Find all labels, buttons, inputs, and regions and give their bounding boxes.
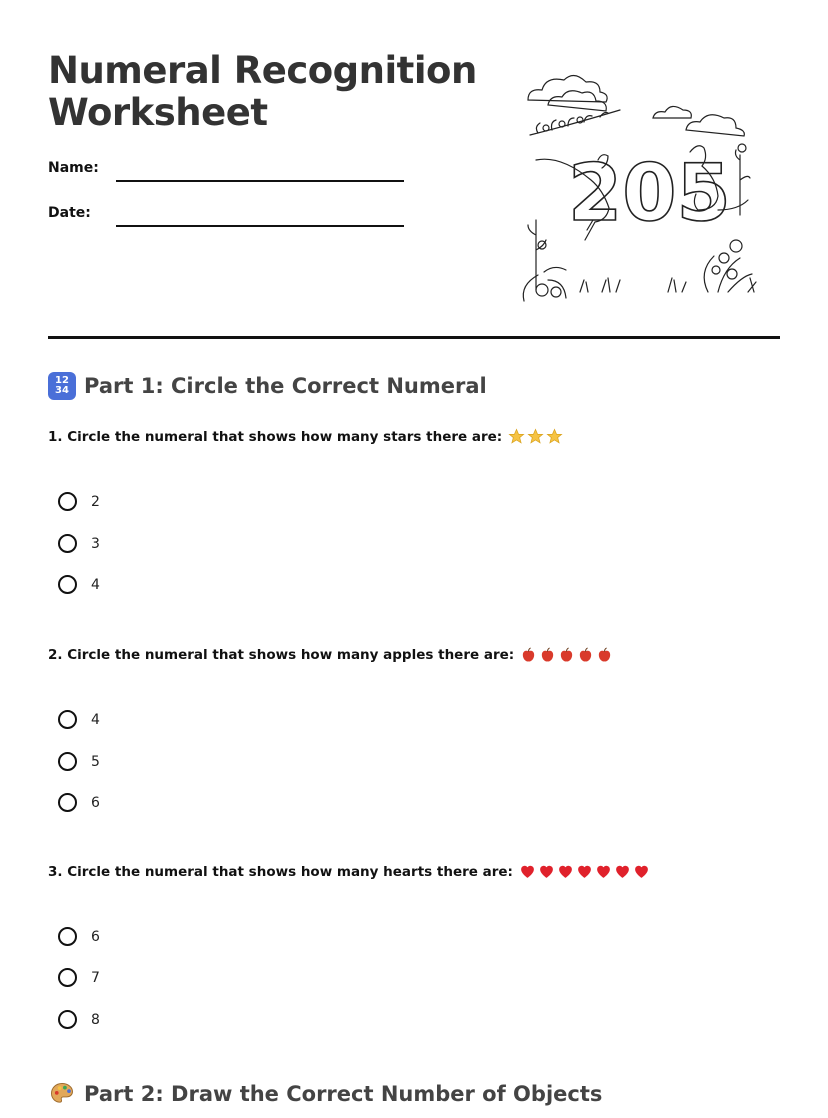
part1-heading	[48, 372, 487, 400]
heart-icon	[538, 863, 555, 880]
question-2	[48, 646, 613, 664]
radio-circle[interactable]	[58, 927, 77, 946]
illustration-number: 205	[568, 149, 731, 239]
star-icon	[527, 428, 544, 445]
cloud-icon	[686, 115, 744, 136]
option-3b[interactable]	[58, 968, 100, 987]
apple-icon	[596, 646, 613, 664]
numbers-keycap-icon: 12 34	[48, 372, 76, 400]
radio-circle[interactable]	[58, 534, 77, 553]
option-3a[interactable]	[58, 927, 100, 946]
option-3c[interactable]	[58, 1010, 100, 1029]
option-label: 3	[91, 535, 100, 552]
option-label: 5	[91, 753, 100, 770]
option-1b[interactable]	[58, 534, 100, 553]
heart-icons	[519, 863, 650, 880]
heart-icon	[614, 863, 631, 880]
option-1a[interactable]	[58, 492, 100, 511]
question-1	[48, 428, 563, 445]
heart-icon	[633, 863, 650, 880]
part1-title: Part 1: Circle the Correct Numeral	[84, 374, 487, 398]
apple-icons	[520, 646, 613, 664]
option-2b[interactable]	[58, 752, 100, 771]
radio-circle[interactable]	[58, 752, 77, 771]
question-1-text: 1. Circle the numeral that shows how many stars there are:	[48, 428, 503, 445]
palette-icon	[48, 1080, 76, 1108]
heart-icon	[595, 863, 612, 880]
radio-circle[interactable]	[58, 968, 77, 987]
question-3-text: 3. Circle the numeral that shows how many hearts there are:	[48, 863, 513, 880]
star-icons	[508, 428, 563, 445]
date-label: Date:	[48, 205, 91, 221]
option-label: 8	[91, 1011, 100, 1028]
option-label: 4	[91, 576, 100, 593]
heart-icon	[576, 863, 593, 880]
part2-title: Part 2: Draw the Correct Number of Objects	[84, 1082, 603, 1106]
question-2-text: 2. Circle the numeral that shows how many apples there are:	[48, 647, 515, 663]
star-icon	[546, 428, 563, 445]
radio-circle[interactable]	[58, 793, 77, 812]
apple-icon	[539, 646, 556, 664]
radio-circle[interactable]	[58, 1010, 77, 1029]
radio-circle[interactable]	[58, 710, 77, 729]
apple-icon	[577, 646, 594, 664]
radio-circle[interactable]	[58, 575, 77, 594]
heart-icon	[557, 863, 574, 880]
coloring-illustration	[518, 60, 768, 305]
option-label: 6	[91, 928, 100, 945]
cloud-icon	[653, 106, 691, 118]
apple-icon	[520, 646, 537, 664]
name-field[interactable]	[116, 180, 404, 182]
option-label: 2	[91, 493, 100, 510]
option-label: 4	[91, 711, 100, 728]
star-icon	[508, 428, 525, 445]
option-label: 7	[91, 969, 100, 986]
heart-icon	[519, 863, 536, 880]
option-2c[interactable]	[58, 793, 100, 812]
radio-circle[interactable]	[58, 492, 77, 511]
worksheet-title: Numeral Recognition Worksheet	[48, 49, 477, 134]
name-label: Name:	[48, 160, 99, 176]
section-divider	[48, 336, 780, 339]
question-3	[48, 863, 650, 880]
option-1c[interactable]	[58, 575, 100, 594]
option-2a[interactable]	[58, 710, 100, 729]
date-field[interactable]	[116, 225, 404, 227]
part2-heading	[48, 1080, 602, 1108]
option-label: 6	[91, 794, 100, 811]
apple-icon	[558, 646, 575, 664]
